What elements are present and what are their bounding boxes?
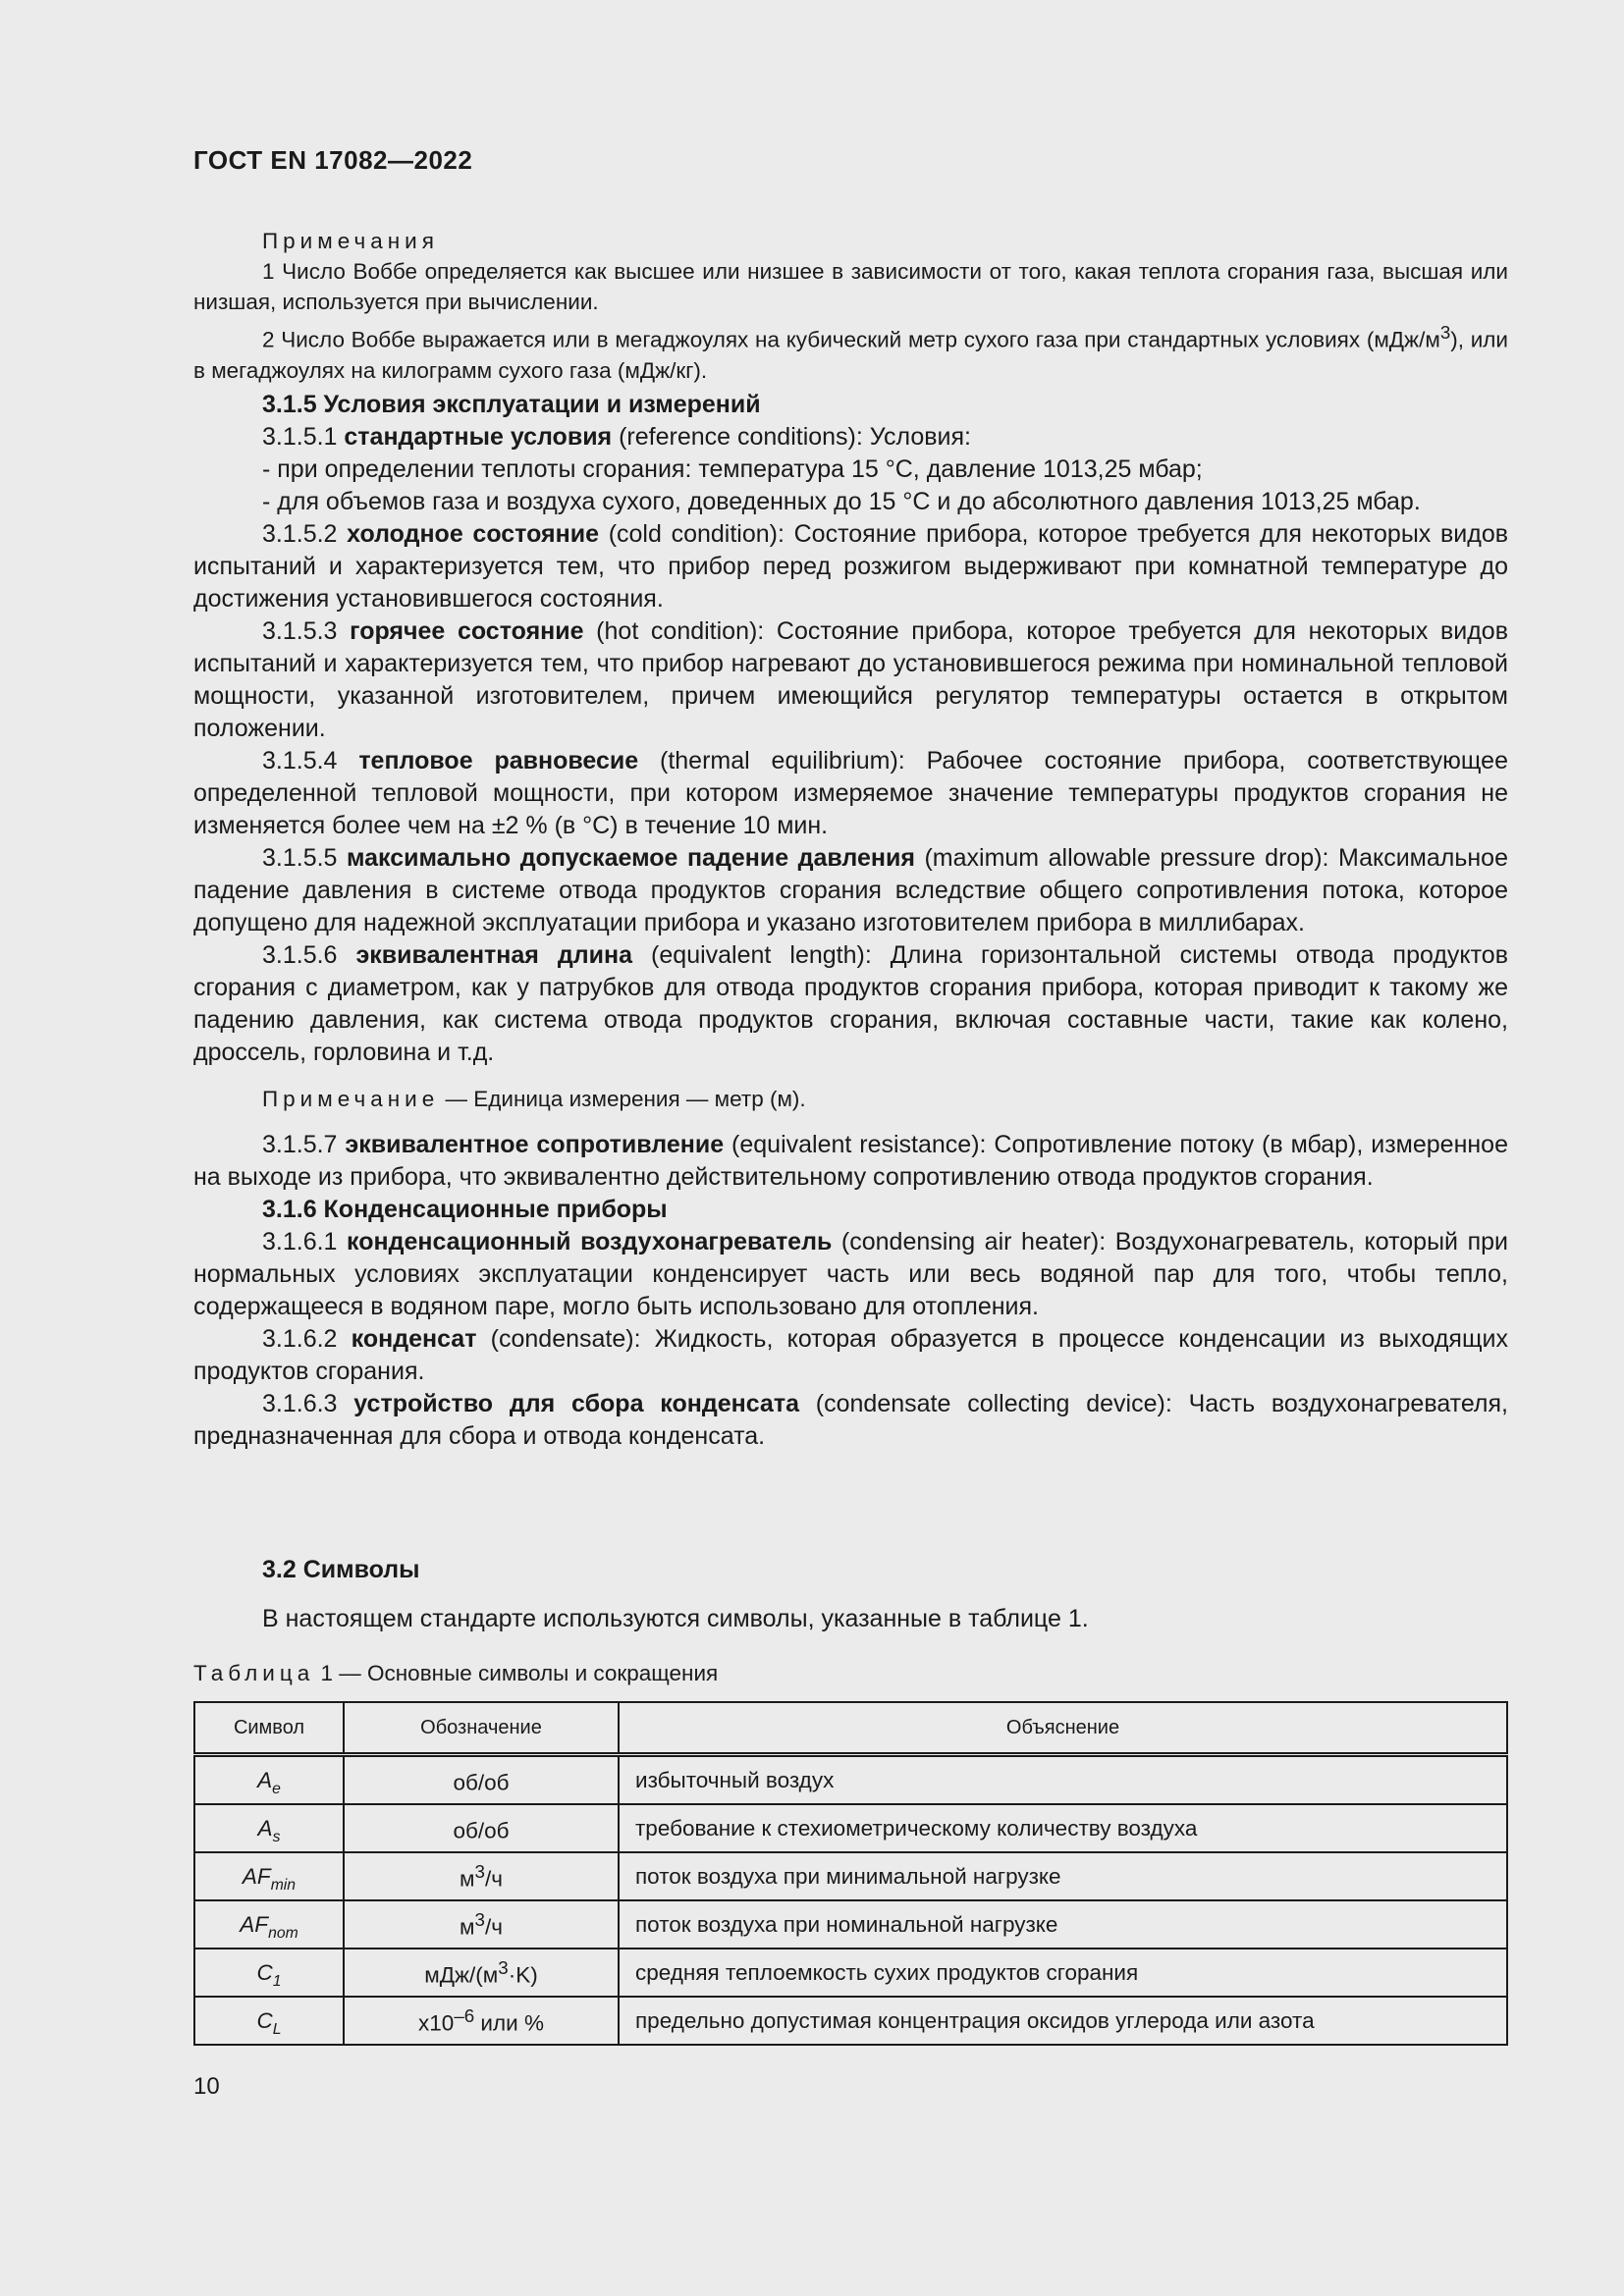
note-1: 1 Число Воббе определяется как высшее или низшее в зависимости от того, какая теплота сгорания газа, высшая или низшая, используется при вычислении.: [193, 259, 1508, 314]
symbol-cell: $C_1$: [194, 1949, 344, 1997]
definition-3-1-5-1: 3.1.5.1 стандартные условия (reference conditions): Условия:: [262, 423, 971, 451]
section-3-1-6-title: 3.1.6 Конденсационные приборы: [262, 1196, 668, 1223]
description-cell: поток воздуха при минимальной нагрузке: [619, 1852, 1507, 1900]
definition-3-1-5-1-item-2: - для объемов газа и воздуха сухого, доведенных до 15 °С и до абсолютного давления 1013,25 мбар.: [262, 488, 1421, 515]
document-page: [193, 0, 1508, 2296]
notes-block: [193, 226, 1508, 386]
definition-3-1-6-3: 3.1.6.3 устройство для сбора конденсата (condensate collecting device): Часть воздухонагревателя, предназначенная для сбора и отвода конденсата.: [193, 1390, 1508, 1450]
definition-3-1-5-6: 3.1.5.6 эквивалентная длина (equivalent length): Длина горизонтальной системы отвода продуктов сгорания с диаметром, как у патрубков для отвода продуктов сгорания прибора, которая приводит к такому же падению давления, как система отвода продуктов сгорания, включая составные части, такие как колено, дроссель, горловина и т.д.: [193, 941, 1508, 1066]
notes-title: Примечания: [262, 229, 439, 253]
unit-cell: $м^3/ч$: [344, 1900, 619, 1949]
document-header: ГОСТ EN 17082—2022: [193, 145, 473, 175]
definition-3-1-6-1: 3.1.6.1 конденсационный воздухонагреватель (condensing air heater): Воздухонагреватель, который при нормальных условиях эксплуатации конденсирует часть или весь водяной пар для того, чтобы тепло, содержащееся в водяном паре, могло быть использовано для отопления.: [193, 1228, 1508, 1320]
unit-cell: $х10^{-6}$ или %: [344, 1997, 619, 2045]
unit-cell: об/об: [344, 1804, 619, 1852]
definition-3-1-5-1-item-1: - при определении теплоты сгорания: температура 15 °С, давление 1013,25 мбар;: [262, 455, 1203, 483]
definition-3-1-5-3: 3.1.5.3 горячее состояние (hot condition): Состояние прибора, которое требуется для некоторых видов испытаний и характеризуется тем, что прибор нагревают до установившегося режима при номинальной тепловой мощности, указанной изготовителем, причем имеющийся регулятор температуры остается в открытом положении.: [193, 617, 1508, 742]
definition-3-1-5-5: 3.1.5.5 максимально допускаемое падение давления (maximum allowable pressure drop): Максимальное падение давления в системе отвода продуктов сгорания вследствие общего сопротивления потока, которое допущено для надежной эксплуатации прибора и указано изготовителем прибора в миллибарах.: [193, 844, 1508, 936]
section-3-2-title: 3.2 Символы: [262, 1556, 420, 1583]
definition-3-1-5-7: 3.1.5.7 эквивалентное сопротивление (equivalent resistance): Сопротивление потоку (в мбар), измеренное на выходе из прибора, что эквивалентно действительному сопротивлению отвода продуктов сгорания.: [193, 1131, 1508, 1191]
definition-3-1-5-4: 3.1.5.4 тепловое равновесие (thermal equilibrium): Рабочее состояние прибора, соответствующее определенной тепловой мощности, при котором измеряемое значение температуры продуктов сгорания не изменяется более чем на ±2 % (в °С) в течение 10 мин.: [193, 747, 1508, 839]
page-number: 10: [193, 2073, 220, 2100]
table-row: [194, 1852, 1507, 1900]
unit-cell: об/об: [344, 1755, 619, 1805]
unit-cell: мДж/$(м^3\cdot K)$: [344, 1949, 619, 1997]
column-header-designation: Обозначение: [344, 1702, 619, 1755]
table-row: [194, 1997, 1507, 2045]
description-cell: средняя теплоемкость сухих продуктов сгорания: [619, 1949, 1507, 1997]
note-2: 2 Число Воббе выражается или в мегаджоулях на кубический метр сухого газа при стандартных условиях $(мДж/м^3)$, или в мегаджоулях на килограмм сухого газа (мДж/кг).: [193, 322, 1508, 383]
table-row: [194, 1755, 1507, 1805]
column-header-explanation: Объяснение: [619, 1702, 1507, 1755]
table-row: [194, 1804, 1507, 1852]
definition-3-1-5-2: 3.1.5.2 холодное состояние (cold condition): Состояние прибора, которое требуется для некоторых видов испытаний и характеризуется тем, что прибор перед розжигом выдерживают при комнатной температуре до достижения установившегося состояния.: [193, 520, 1509, 613]
description-cell: требование к стехиометрическому количеству воздуха: [619, 1804, 1507, 1852]
note-3-1-5-6: Примечание — Единица измерения — метр (м).: [262, 1087, 806, 1111]
column-header-symbol: Символ: [194, 1702, 344, 1755]
symbols-table: [193, 1701, 1508, 2046]
table-header-row: [194, 1702, 1507, 1755]
section-3-2-intro: В настоящем стандарте используются символы, указанные в таблице 1.: [262, 1605, 1089, 1632]
symbol-cell: $A_s$: [194, 1804, 344, 1852]
description-cell: предельно допустимая концентрация оксидов углерода или азота: [619, 1997, 1507, 2045]
symbol-cell: $AF_{nom}$: [194, 1900, 344, 1949]
description-cell: избыточный воздух: [619, 1755, 1507, 1805]
symbol-cell: $A_e$: [194, 1755, 344, 1805]
description-cell: поток воздуха при номинальной нагрузке: [619, 1900, 1507, 1949]
table-row: [194, 1900, 1507, 1949]
table-caption: Таблица 1 — Основные символы и сокращения: [193, 1661, 719, 1685]
unit-cell: $м^3/ч$: [344, 1852, 619, 1900]
symbol-cell: $AF_{min}$: [194, 1852, 344, 1900]
symbol-cell: $C_L$: [194, 1997, 344, 2045]
table-row: [194, 1949, 1507, 1997]
definitions-body: [193, 389, 1508, 1453]
section-3-1-5-title: 3.1.5 Условия эксплуатации и измерений: [262, 391, 761, 418]
definition-3-1-6-2: 3.1.6.2 конденсат (condensate): Жидкость, которая образуется в процессе конденсации из выходящих продуктов сгорания.: [193, 1325, 1508, 1385]
